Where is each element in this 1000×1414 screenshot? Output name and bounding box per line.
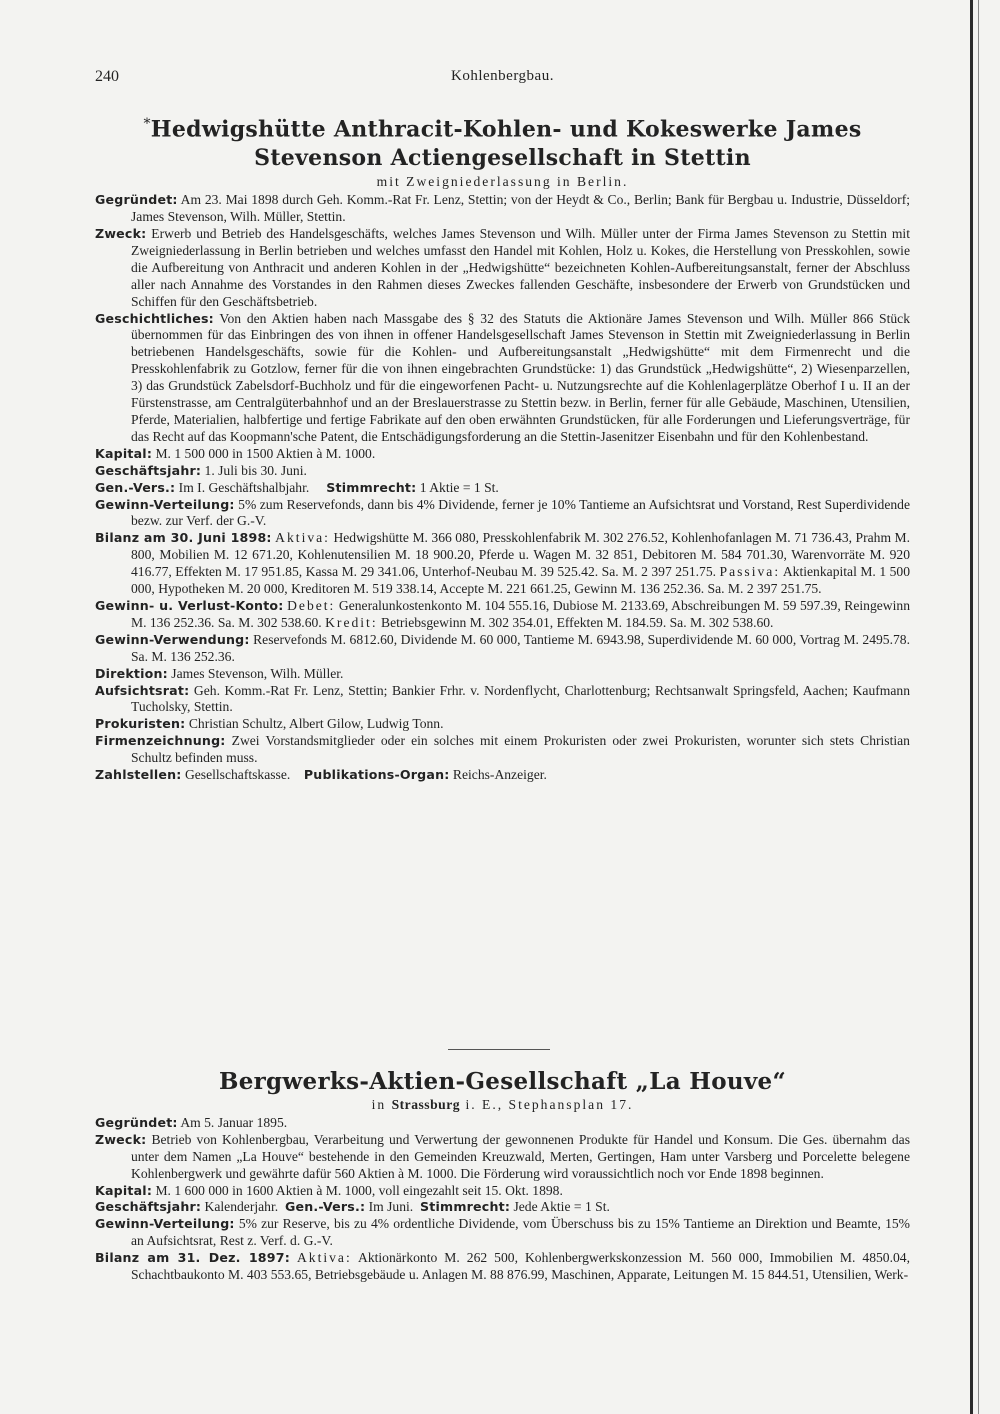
section-label: Kapital:: [95, 1182, 153, 1198]
section-prokuristen: [95, 716, 910, 733]
section-text: James Stevenson, Wilh. Müller.: [171, 665, 344, 681]
section-label-genvers: Gen.-Vers.:: [284, 1199, 366, 1215]
section-label-stimmrecht: Stimmrecht:: [326, 479, 417, 495]
section-label: Geschäftsjahr:: [95, 1199, 202, 1215]
aktiva-word: Aktiva:: [296, 1250, 352, 1266]
aktiva-text: Aktionärkonto M. 262 500, Kohlenbergwerkskonzession M. 560 000, Immobilien M. 4850.04, Schachtbaukonto M. 403 553.65, Betriebsgebäude u. Anlagen M. 88 876.99, Maschinen, Apparate, Leitungen M. 15 844.51, Utensilien, Werk-: [131, 1250, 910, 1283]
section-label: Gegründet:: [95, 192, 178, 208]
kredit-word: Kredit:: [325, 614, 378, 630]
section-text-stimmrecht: Jede Aktie = 1 St.: [513, 1199, 610, 1215]
aktiva-word: Aktiva:: [275, 530, 330, 546]
debet-text: Generalunkostenkonto M. 104 555.16, Dubiose M. 2133.69, Abschreibungen M. 59 597.39, Reingewinn M. 136 252.36. Sa. M. 302 538.60.: [131, 597, 910, 630]
section-label: Zahlstellen:: [95, 767, 182, 783]
section-text: 5% zur Reserve, bis zu 4% ordentliche Dividende, vom Überschuss bis zu 15% Tantieme an Direktion und Beamte, 15% an Aufsichtsrat, Rest z. Verf. d. G.-V.: [131, 1216, 910, 1249]
company-entry-hedwigshuette: [95, 110, 910, 784]
section-firmenzeichnung: [95, 733, 910, 767]
company-title: [95, 110, 910, 173]
section-geschichtliches: [95, 311, 910, 446]
aktiva-text: Hedwigshütte M. 366 080, Presskohlenfabrik M. 302 276.52, Kohlenhofanlagen M. 71 736.43, Prahm M. 800, Mobilien M. 12 671.20, Kohlenutensilien M. 18 900.20, Pferde u. Wagen M. 32 851, Debitoren M. 584 701.30, Warenvorräte M. 920 416.77, Effekten M. 17 951.85, Kassa M. 29 341.06, Unterhof-Neubau M. 39 525.42. Sa. M. 2 397 251.75.: [131, 530, 910, 580]
section-label: Bilanz am 31. Dez. 1897:: [95, 1250, 290, 1266]
section-kapital: [95, 446, 910, 463]
footnote-star: *: [143, 116, 151, 132]
section-text: Erwerb und Betrieb des Handelsgeschäfts, welches James Stevenson und Wilh. Müller unter der Firma James Stevenson zu Stettin mit Zweigniederlassung in Berlin betrieben und welches umfasst den Handel mit Kohlen, Holz u. Kokes, die Herstellung von Presskohlen, sowie die Aufbereitung von Anthracit und anderen Kohlen in der „Hedwigshütte“ bezeichneten Kohlen-Aufbereitungsanstalt, ferner der Abschluss aller nach Annahme des Vorstandes in den Rahmen dieses Zweckes fallenden Geschäfte, insbesondere der Erwerb von Grundstücken und Schiffen für den Geschäftsbetrieb.: [131, 226, 910, 309]
section-zahlstellen: [95, 767, 910, 784]
section-text-publikationsorgan: Reichs-Anzeiger.: [452, 767, 547, 783]
passiva-text: Aktienkapital M. 1 500 000, Hypotheken M. 20 000, Kreditoren M. 519 338.14, Accepte M. 221 661.25, Gewinn M. 136 252.36. Sa. M. 2 397 251.75.: [131, 564, 910, 597]
subtitle-rest: i. E., Stephansplan 17.: [465, 1097, 634, 1112]
section-direktion: [95, 666, 910, 683]
section-text: Am 23. Mai 1898 durch Geh. Komm.-Rat Fr. Lenz, Stettin; von der Heydt & Co., Berlin; Bank für Bergbau u. Industrie, Düsseldorf; James Stevenson, Wilh. Müller, Stettin.: [131, 192, 910, 225]
section-bilanz: [95, 530, 910, 598]
section-zweck: [95, 226, 910, 311]
section-gewinnverteilung: [95, 497, 910, 531]
section-text: Im I. Geschäftshalbjahr.: [178, 479, 310, 495]
section-text: Zwei Vorstandsmitglieder oder ein solches mit einem Prokuristen oder zwei Prokuristen, worunter sich stets Christian Schultz befinden muss.: [131, 733, 910, 766]
debet-word: Debet:: [287, 597, 336, 613]
section-text-genvers: Im Juni.: [368, 1199, 414, 1215]
subtitle-city: Strassburg: [391, 1097, 461, 1112]
section-label: Zweck:: [95, 226, 147, 242]
section-label: Bilanz am 30. Juni 1898:: [95, 530, 272, 546]
section-label: Geschichtliches:: [95, 310, 214, 326]
kredit-text: Betriebsgewinn M. 302 354.01, Effekten M. 184.59. Sa. M. 302 538.60.: [381, 614, 774, 630]
section-text: M. 1 600 000 in 1600 Aktien à M. 1000, voll eingezahlt seit 15. Okt. 1898.: [155, 1182, 563, 1198]
section-zweck: [95, 1132, 910, 1183]
section-genvers: [95, 480, 910, 497]
scan-edge-line-thin: [978, 0, 979, 1414]
section-label: Firmenzeichnung:: [95, 733, 226, 749]
company-subtitle: mit Zweigniederlassung in Berlin.: [376, 174, 629, 190]
section-bilanz: [95, 1250, 910, 1284]
section-text: Am 5. Januar 1895.: [180, 1114, 288, 1130]
page-number: 240: [95, 68, 119, 85]
section-label: Gegründet:: [95, 1114, 178, 1130]
section-label-stimmrecht: Stimmrecht:: [419, 1199, 511, 1215]
company-title-line1: Hedwigshütte Anthracit-Kohlen- und Kokeswerke James: [150, 116, 862, 143]
section-gewinnverteilung: [95, 1216, 910, 1250]
section-aufsichtsrat: [95, 683, 910, 717]
section-gegruendet: [95, 192, 910, 226]
section-text: Geh. Komm.-Rat Fr. Lenz, Stettin; Bankier Frhr. v. Nordenflycht, Charlottenburg; Rechtsanwalt Springsfeld, Aachen; Kaufmann Tucholsky, Stettin.: [131, 682, 910, 715]
section-label: Gewinn-Verwendung:: [95, 631, 250, 647]
section-label: Geschäftsjahr:: [95, 462, 202, 478]
section-label: Gen.-Vers.:: [95, 479, 176, 495]
section-label: Zweck:: [95, 1131, 147, 1147]
running-head: Kohlenbergbau.: [451, 68, 554, 84]
subtitle-in: in: [371, 1097, 387, 1112]
company-subtitle: [95, 1097, 910, 1114]
section-label: Prokuristen:: [95, 716, 186, 732]
section-label: Gewinn-Verteilung:: [95, 1216, 235, 1232]
section-label: Kapital:: [95, 445, 153, 461]
section-label: Gewinn-Verteilung:: [95, 496, 235, 512]
section-text: Reservefonds M. 6812.60, Dividende M. 60 000, Tantieme M. 6943.98, Superdividende M. 60 000, Vortrag M. 2495.78. Sa. M. 136 252.36.: [131, 631, 910, 664]
section-text: Von den Aktien haben nach Massgabe des § 32 des Statuts die Aktionäre James Stevenson und Wilh. Müller 866 Stück übernommen für das Einbringen des von ihnen in offener Handelsgesellschaft James Stevenson in Stettin mit Zweigniederlassung in Berlin betriebenen Handelsgeschäfts, sowie für die Kohlen- und Aufbereitungsanstalt „Hedwigshütte“ mit dem Firmenrecht und die Presskohlenfabrik zu Gotzlow, ferner für die von ihnen eingebrachten Grundstücke: 1) das Grundstück „Hedwigshütte“, 2) Wiesenparzellen, 3) das Grundstück Zabelsdorf-Buchholz und für die eingeworfenen Pacht- u. Nutzungsrechte auf die Kohlenlagerplätze Oberhof I u. II an der Fürstenstrasse, am Centralgüterbahnhof und an der Breslauerstrasse zu Stettin bezw. in Berlin, ferner für alle Gebäude, Maschinen, Utensilien, Pferde, Materialien, halbfertige und fertige Fabrikate auf den oben erwähnten Grundstücken, für alle Forderungen und Lieferungsverträge, für das Recht auf das Koopmann'sche Patent, die Entschädigungsforderung an die Stettin-Jasenitzer Eisenbahn und für den Kohlenbestand.: [131, 310, 910, 444]
section-guv: [95, 598, 910, 632]
section-gewinnverwendung: [95, 632, 910, 666]
page-header: [95, 68, 910, 90]
section-geschaeftsjahr: [95, 463, 910, 480]
section-text: 5% zum Reservefonds, dann bis 4% Dividende, ferner je 10% Tantieme an Aufsichtsrat und Vorstand, Rest Superdividende bezw. zur Verf. der G.-V.: [131, 496, 910, 529]
section-label-publikationsorgan: Publikations-Organ:: [303, 767, 450, 783]
section-divider: [448, 1049, 550, 1050]
section-text-stimmrecht: 1 Aktie = 1 St.: [419, 479, 499, 495]
section-text: Christian Schultz, Albert Gilow, Ludwig Tonn.: [188, 716, 444, 732]
section-text: Betrieb von Kohlenbergbau, Verarbeitung und Verwertung der gewonnenen Produkte für Handel und Konsum. Die Ges. übernahm das unter dem Namen „La Houve“ bestehende in den Gemeinden Kreuzwald, Merten, Gertingen, Ham unter Varsberg und Porcelette belegene Kohlenbergwerk und gewährte dafür 560 Aktien à M. 1000. Die Förderung wird voraussichtlich noch vor Ende 1898 beginnen.: [131, 1131, 910, 1181]
section-gegruendet: [95, 1115, 910, 1132]
section-text: 1. Juli bis 30. Juni.: [204, 462, 307, 478]
section-label: Aufsichtsrat:: [95, 682, 190, 698]
company-entry-la-houve: [95, 1067, 910, 1284]
passiva-word: Passiva:: [719, 564, 781, 580]
section-label: Gewinn- u. Verlust-Konto:: [95, 597, 284, 613]
section-label: Direktion:: [95, 665, 168, 681]
section-kapital: [95, 1183, 910, 1200]
company-title-line2: Stevenson Actiengesellschaft in Stettin: [254, 145, 751, 172]
scan-edge-line: [970, 0, 973, 1414]
section-text: Kalenderjahr.: [204, 1199, 279, 1215]
section-text: Gesellschaftskasse.: [184, 767, 291, 783]
section-geschaeftsjahr: [95, 1199, 910, 1216]
company-title: Bergwerks-Aktien-Gesellschaft „La Houve“: [218, 1068, 787, 1095]
section-text: M. 1 500 000 in 1500 Aktien à M. 1000.: [155, 445, 376, 461]
